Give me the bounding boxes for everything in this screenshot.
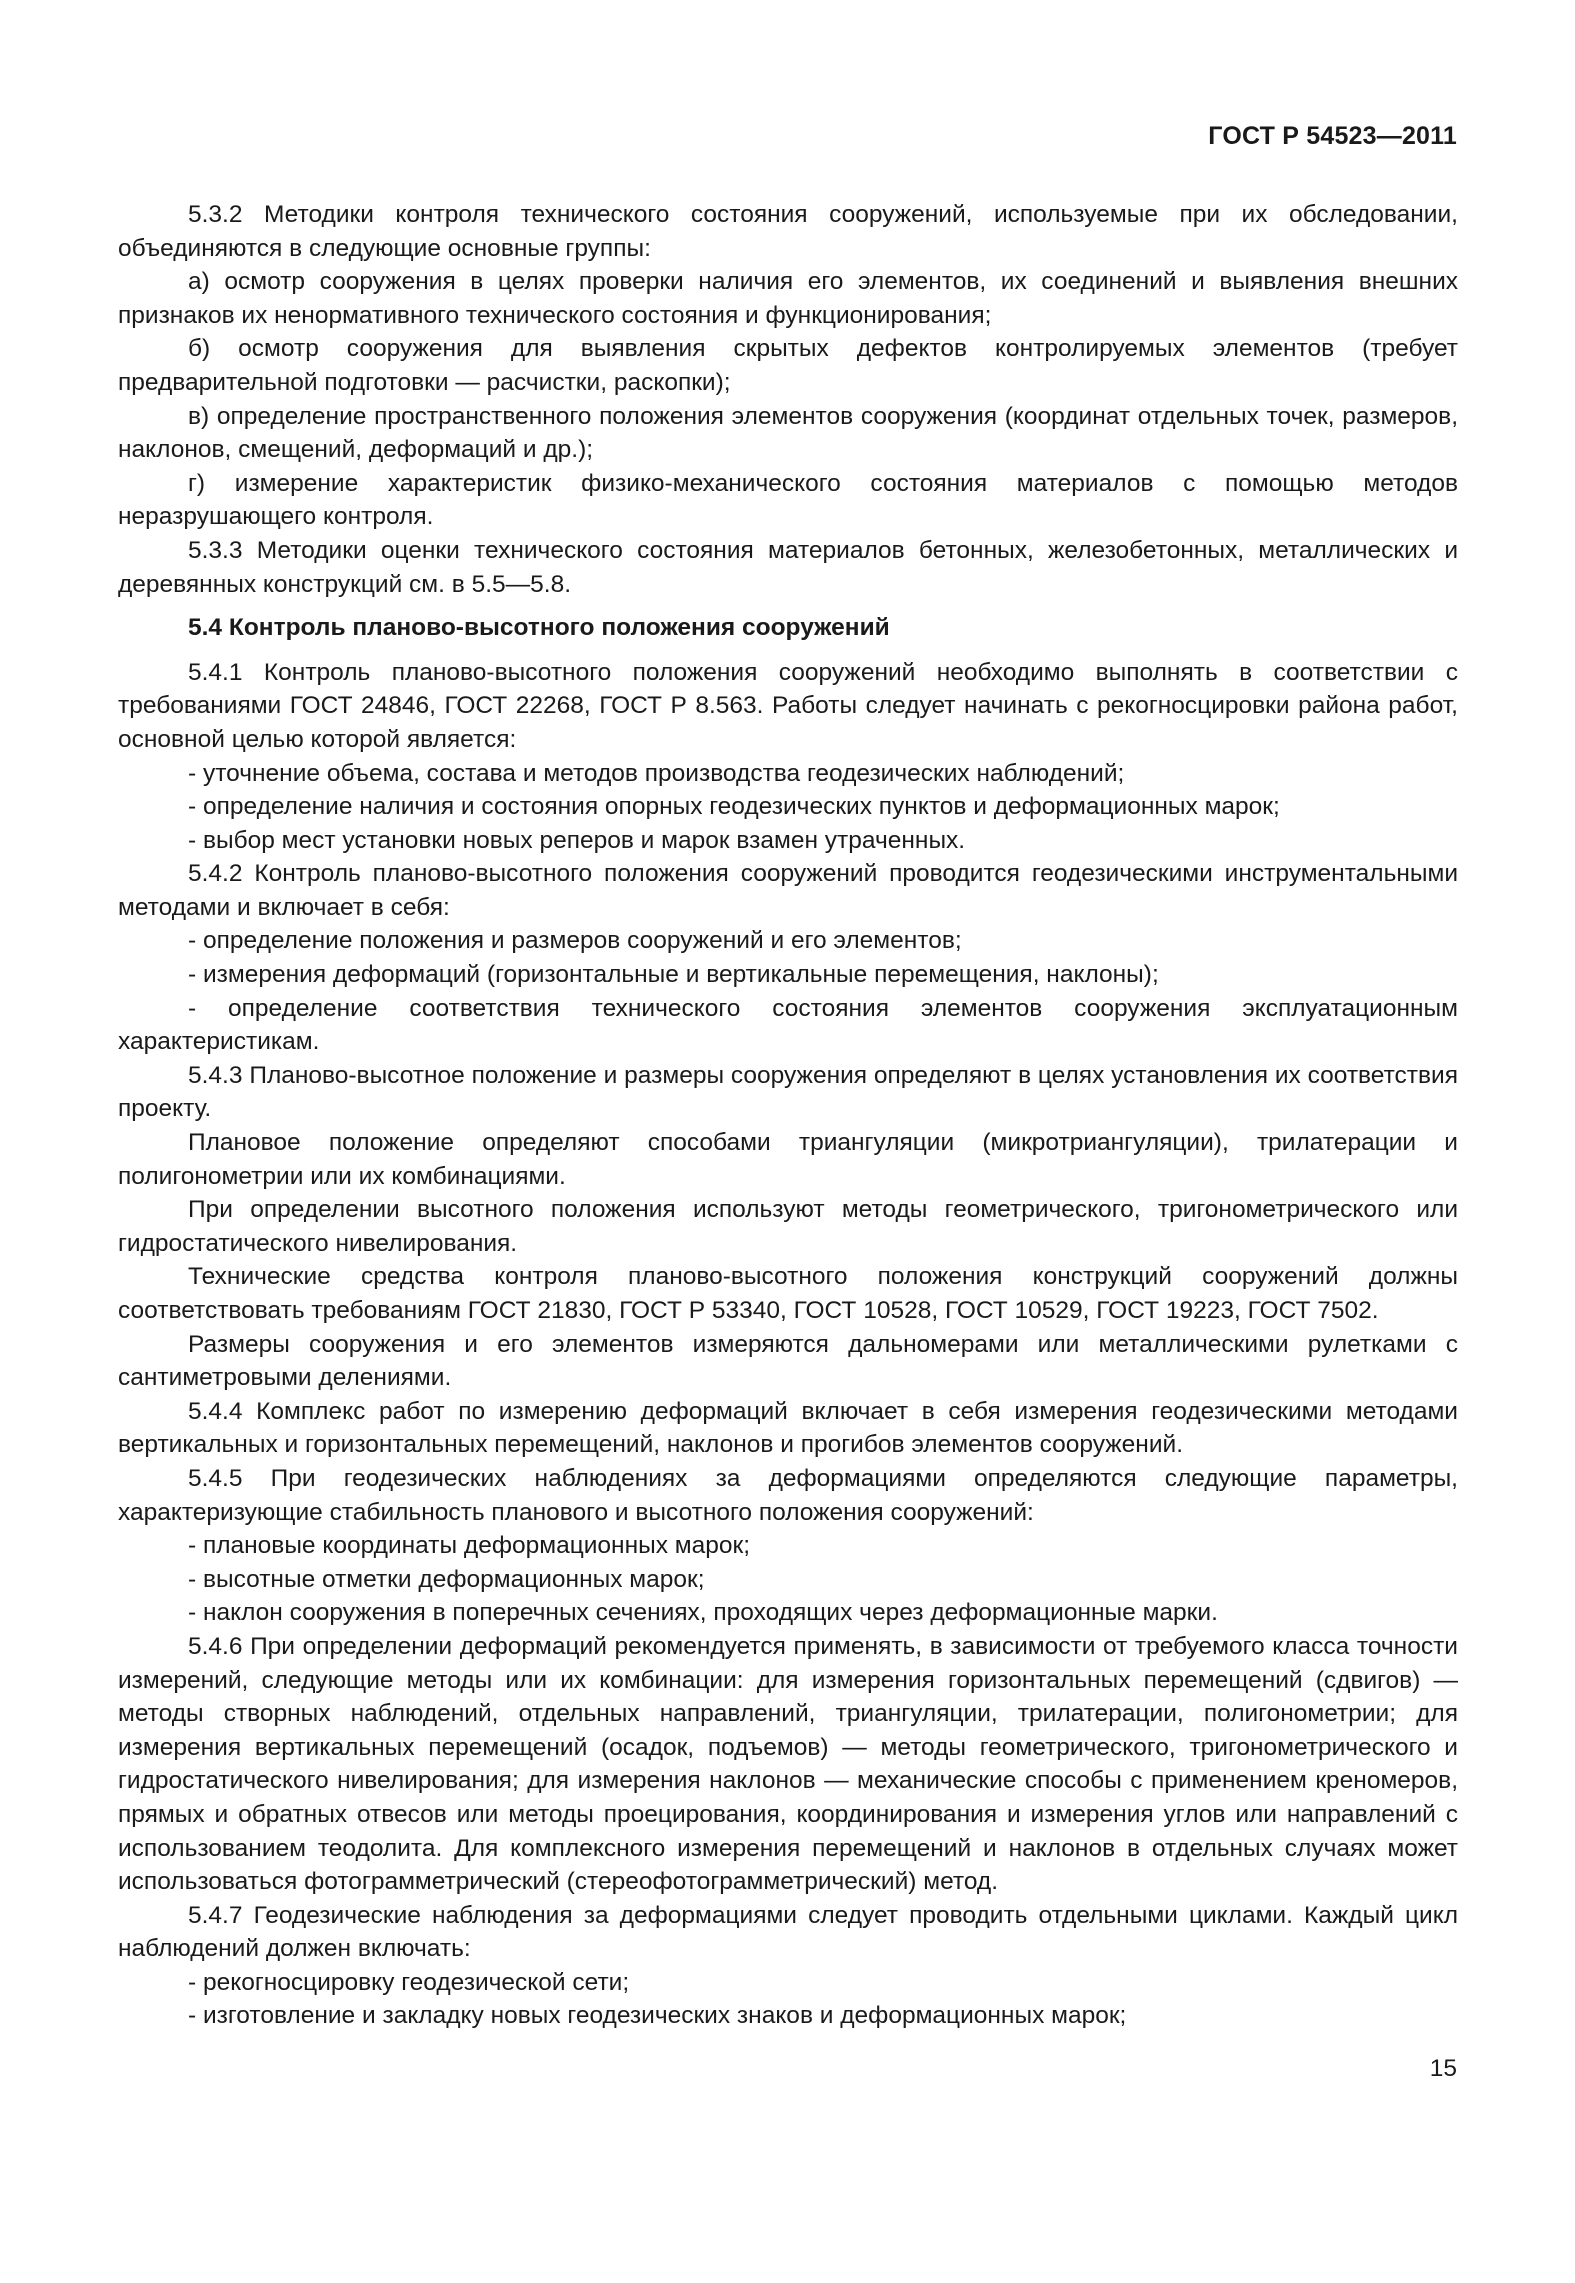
paragraph-5-4-2: 5.4.2 Контроль планово-высотного положения сооружений проводится геодезическими инструментальными методами и включает в себя: (118, 860, 1458, 921)
document-body (118, 198, 1458, 2033)
paragraph-5-4-6: 5.4.6 При определении деформаций рекомендуется применять, в зависимости от требуемого класса точности измерений, следующие методы или их комбинации: для измерения горизонтальных перемещений (сдвигов) — методы створных наблюдений, отдельных направлений, триангуляции, трилатерации, полигонометрии; для измерения вертикальных перемещений (осадок, подъемов) — методы геометрического, тригонометрического и гидростатического нивелирования; для измерения наклонов — механические способы с применением креномеров, прямых и обратных отвесов или методы проецирования, координирования и измерения углов или направлений с использованием теодолита. Для комплексного измерения перемещений и наклонов в отдельных случаях может использоваться фотограмметрический (стереофотограмметрический) метод. (118, 1632, 1458, 1896)
list-item: - определение наличия и состояния опорных геодезических пунктов и деформационных марок; (188, 793, 1280, 821)
list-item: - уточнение объема, состава и методов производства геодезических наблюдений; (188, 759, 1125, 787)
list-item: - наклон сооружения в поперечных сечениях, проходящих через деформационные марки. (188, 1599, 1218, 1627)
paragraph-5-3-3: 5.3.3 Методики оценки технического состояния материалов бетонных, железобетонных, металлических и деревянных конструкций см. в 5.5—5.8. (118, 536, 1458, 598)
paragraph-5-4-3: 5.4.3 Планово-высотное положение и размеры сооружения определяют в целях установления их соответствия проекту. (118, 1061, 1458, 1123)
list-item: - определение положения и размеров сооружений и его элементов; (188, 927, 962, 955)
paragraph-5-4-7: 5.4.7 Геодезические наблюдения за деформациями следует проводить отдельными циклами. Каждый цикл наблюдений должен включать: (118, 1901, 1458, 1963)
paragraph-5-4-4: 5.4.4 Комплекс работ по измерению деформаций включает в себя измерения геодезическими методами вертикальных и горизонтальных перемещений, наклонов и прогибов элементов сооружений. (118, 1397, 1458, 1459)
list-item-b: б) осмотр сооружения для выявления скрытых дефектов контролируемых элементов (требует предварительной подготовки — расчистки, раскопки); (118, 335, 1458, 396)
paragraph-5-4-1: 5.4.1 Контроль планово-высотного положения сооружений необходимо выполнять в соответствии с требованиями ГОСТ 24846, ГОСТ 22268, ГОСТ Р 8.563. Работы следует начинать с рекогносцировки района работ, основной целью которой является: (118, 658, 1458, 753)
section-heading-5-4: 5.4 Контроль планово-высотного положения сооружений (188, 614, 890, 642)
list-item: - высотные отметки деформационных марок; (188, 1565, 705, 1593)
list-item: - плановые координаты деформационных марок; (188, 1532, 751, 1560)
document-code-header: ГОСТ Р 54523—2011 (1208, 122, 1457, 150)
list-item: - измерения деформаций (горизонтальные и вертикальные перемещения, наклоны); (188, 961, 1159, 989)
list-item-v: в) определение пространственного положения элементов сооружения (координат отдельных точек, размеров, наклонов, смещений, деформаций и др.); (118, 402, 1458, 464)
paragraph: При определении высотного положения используют методы геометрического, тригонометрического или гидростатического нивелирования. (118, 1196, 1458, 1257)
list-item: - определение соответствия технического состояния элементов сооружения эксплуатационным характеристикам. (118, 994, 1458, 1056)
paragraph: Технические средства контроля планово-высотного положения конструкций сооружений должны соответствовать требованиям ГОСТ 21830, ГОСТ Р 53340, ГОСТ 10528, ГОСТ 10529, ГОСТ 19223, ГОСТ 7502. (118, 1263, 1458, 1324)
list-item: - рекогносцировку геодезической сети; (188, 1968, 630, 1996)
paragraph-5-4-5: 5.4.5 При геодезических наблюдениях за деформациями определяются следующие параметры, характеризующие стабильность планового и высотного положения сооружений: (118, 1464, 1458, 1526)
list-item: - выбор мест установки новых реперов и марок взамен утраченных. (188, 826, 966, 854)
list-item: - изготовление и закладку новых геодезических знаков и деформационных марок; (188, 2002, 1127, 2030)
list-item-a: а) осмотр сооружения в целях проверки наличия его элементов, их соединений и выявления внешних признаков их ненормативного технического состояния и функционирования; (118, 268, 1458, 329)
paragraph-5-3-2: 5.3.2 Методики контроля технического состояния сооружений, используемые при их обследовании, объединяются в следующие основные группы: (118, 201, 1458, 262)
list-item-g: г) измерение характеристик физико-механического состояния материалов с помощью методов неразрушающего контроля. (118, 469, 1458, 531)
paragraph: Размеры сооружения и его элементов измеряются дальномерами или металлическими рулетками с сантиметровыми делениями. (118, 1330, 1458, 1392)
page-number: 15 (1429, 2055, 1457, 2082)
paragraph: Плановое положение определяют способами триангуляции (микротриангуляции), трилатерации и полигонометрии или их комбинациями. (118, 1129, 1458, 1190)
